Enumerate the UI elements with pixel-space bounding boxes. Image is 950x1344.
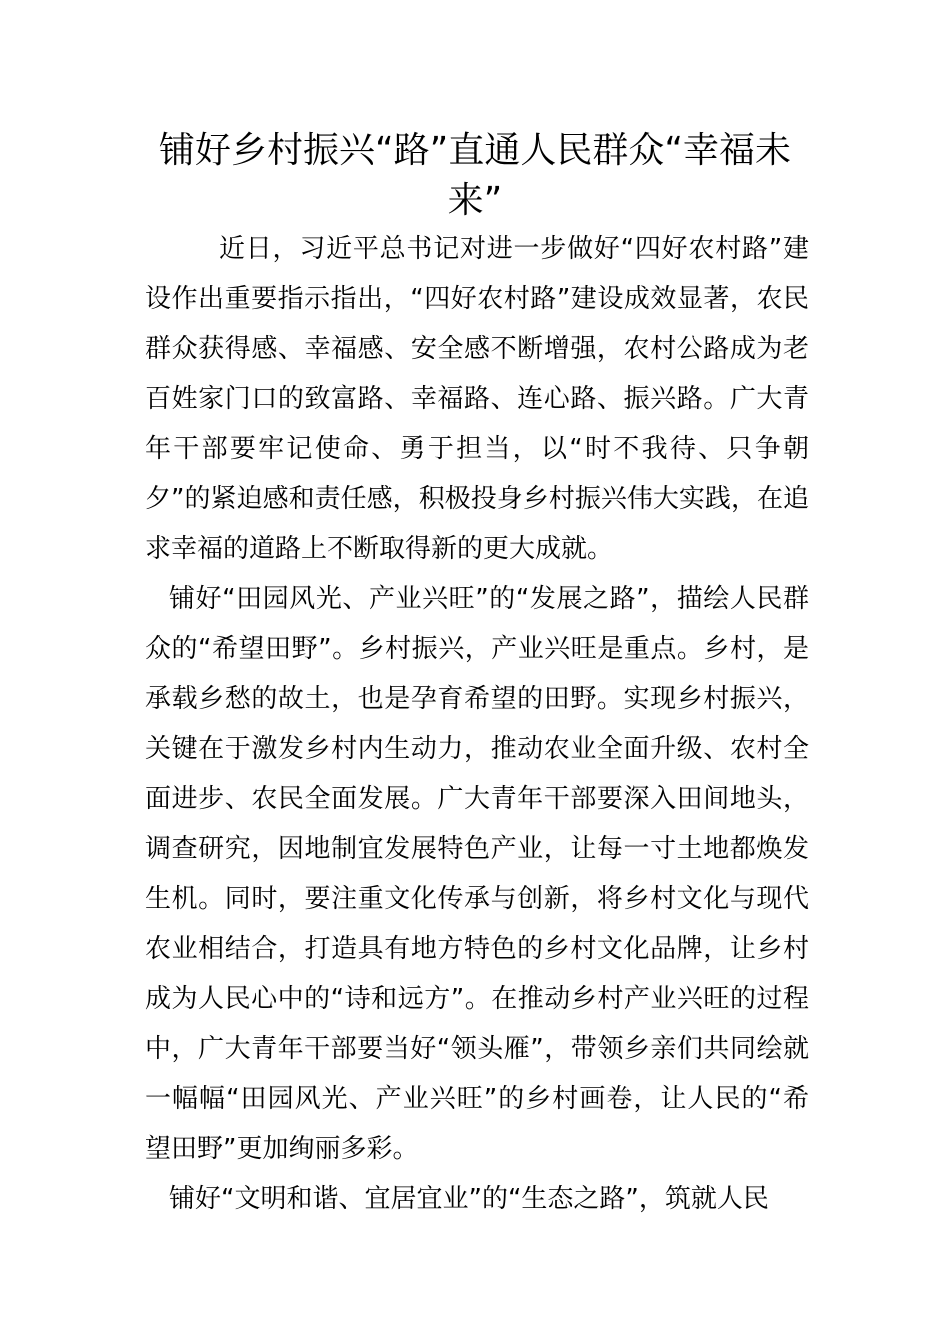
paragraph-development-road: 铺好“田园风光、产业兴旺”的“发展之路”，描绘人民群众的“希望田野”。乡村振兴，产业兴旺是重点。乡村，是承载乡愁的故土，也是孕育希望的田野。实现乡村振兴，关键在于激发乡村内生动力，推动农业全面升级、农村全面进步、农民全面发展。广大青年干部要深入田间地头，调查研究，因地制宜发展特色产业，让每一寸土地都焕发生机。同时，要注重文化传承与创新，将乡村文化与现代农业相结合，打造具有地方特色的乡村文化品牌，让乡村成为人民心中的“诗和远方”。在推动乡村产业兴旺的过程中，广大青年干部要当好“领头雁”，带领乡亲们共同绘就一幅幅“田园风光、产业兴旺”的乡村画卷，让人民的“希望田野”更加绚丽多彩。 <box>145 584 809 1164</box>
document-title: 铺好乡村振兴“路”直通人民群众“幸福未来” <box>159 130 791 221</box>
paragraph-ecology-road: 铺好“文明和谐、宜居宜业”的“生态之路”，筑就人民 <box>169 1184 769 1214</box>
paragraph-intro: 近日，习近平总书记对进一步做好“四好农村路”建设作出重要指示指出，“四好农村路”建设成效显著，农民群众获得感、幸福感、安全感不断增强，农村公路成为老百姓家门口的致富路、幸福路、连心路、振兴路。广大青年干部要牢记使命、勇于担当，以“时不我待、只争朝夕”的紧迫感和责任感，积极投身乡村振兴伟大实践，在追求幸福的道路上不断取得新的更大成就。 <box>145 234 809 564</box>
document-body <box>145 224 809 1224</box>
